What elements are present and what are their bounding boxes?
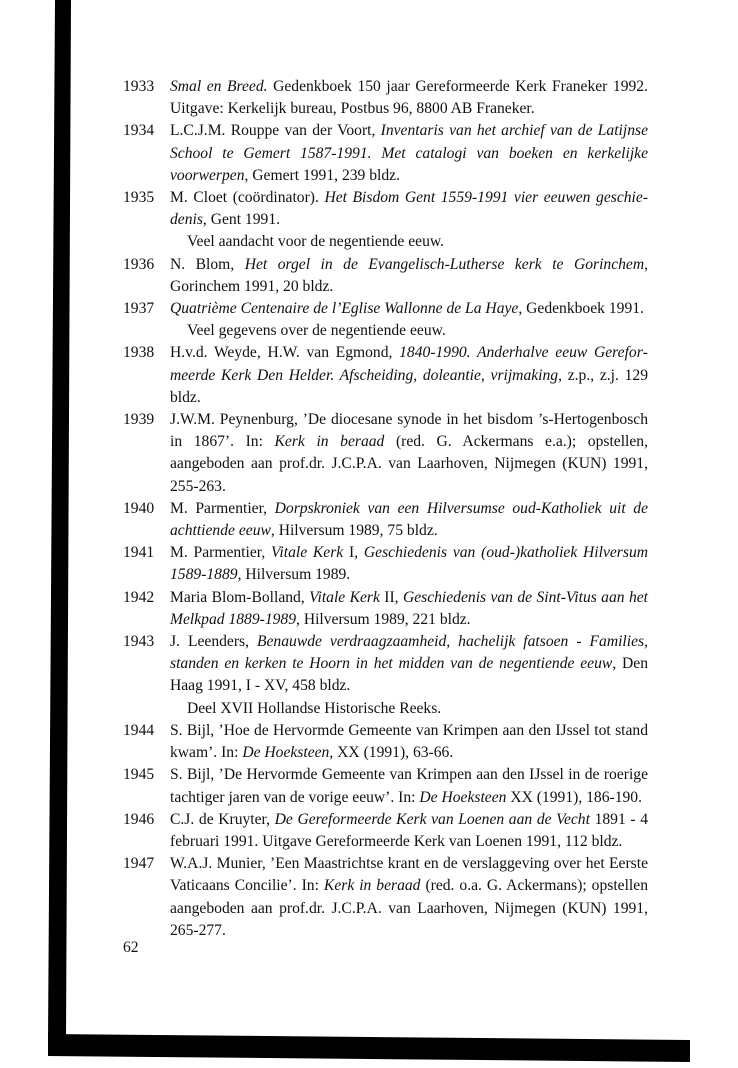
entry-citation <box>170 809 648 853</box>
bibliography-entry <box>0 254 738 298</box>
citation-text: S. Bijl, ’Hoe de Hervormde Gemeente van Krimpen aan den IJssel tot stand kwam’. In: <box>170 721 648 762</box>
entry-citation <box>170 542 648 586</box>
citation-text: M. Parmentier, <box>170 499 275 517</box>
entry-citation <box>170 298 648 320</box>
entry-note: Deel XVII Hollandse Historische Reeks. <box>187 699 442 717</box>
citation-text: , XX (1991), 63-66. <box>329 744 454 762</box>
entry-number: 1946 <box>123 810 155 828</box>
entry-citation <box>170 764 648 808</box>
citation-text: , Gorinchem 1991, 20 bldz. <box>170 255 649 295</box>
bibliography-entry <box>0 542 738 586</box>
bibliography-entry <box>0 587 738 631</box>
bibliography-entry <box>0 187 738 254</box>
entry-number: 1944 <box>123 721 155 739</box>
citation-title: Benauwde verdraagzaamheid, hachelijk fatsoen - Families, standen en kerken te Hoorn in het midden van de negentiende eeuw <box>170 633 648 673</box>
citation-title: Geschiedenis van de Sint-Vitus aan het Melkpad 1889-1989 <box>170 588 648 628</box>
entry-citation <box>170 587 648 631</box>
entry-number: 1940 <box>123 499 155 517</box>
page-number: 62 <box>123 939 139 956</box>
citation-text: , Gedenkboek 1991. <box>518 300 644 318</box>
entry-note: Veel gegevens over de negentiende eeuw. <box>187 322 446 340</box>
bottom-scan-edge <box>48 1034 690 1062</box>
citation-text: , Hilversum 1989, 75 bldz. <box>270 522 438 540</box>
citation-text: J. Leenders, <box>170 633 257 651</box>
entry-number: 1939 <box>123 411 155 429</box>
entry-number: 1947 <box>123 855 155 873</box>
bibliography-entry <box>0 498 738 542</box>
entry-citation <box>170 120 648 187</box>
citation-text: , Den Haag 1991, I - XV, 458 bldz. <box>170 655 648 695</box>
citation-text: L.C.J.M. Rouppe van der Voort, <box>170 122 381 140</box>
bibliography-entry <box>0 631 738 720</box>
citation-title: Inventaris van het archief van de Latijnse School te Gemert 1587-1991. Met catalogi van boeken en kerkelijke voorwerpen <box>170 122 648 184</box>
citation-text: H.v.d. Weyde, H.W. van Egmond, <box>170 344 400 362</box>
citation-text: M. Cloet (coördinator). <box>170 189 325 207</box>
bibliography-entry <box>0 120 738 187</box>
bibliography-entry <box>0 76 738 120</box>
citation-text: (red. o.a. G. Ackermans); opstellen aangeboden aan prof.dr. J.C.P.A. van Laarhoven, Nijmegen (KUN) 1991, 265-277. <box>170 877 648 939</box>
citation-text: C.J. de Kruyter, <box>170 810 275 828</box>
entry-number: 1937 <box>123 300 155 318</box>
entry-citation <box>170 76 648 120</box>
citation-title: De Hoeksteen <box>419 788 507 806</box>
citation-title: 1840-1990. Anderhalve eeuw Gereformeerde Kerk Den Helder. Afscheiding, doleantie, vrijmaking <box>170 344 648 384</box>
citation-text: S. Bijl, ’De Hervormde Gemeente van Krimpen aan den IJssel in de roerige tachtiger jaren van de vorige eeuw’. In: <box>170 766 648 806</box>
citation-text: (red. G. Ackermans e.a.); opstellen, aangeboden aan prof.dr. J.C.P.A. van Laarhoven, Nijmegen (KUN) 1991, 255-263. <box>170 433 648 495</box>
citation-text: II, <box>379 588 403 606</box>
entry-citation <box>170 187 648 231</box>
citation-text: I, <box>343 544 364 562</box>
citation-title: De Hoeksteen <box>242 744 330 762</box>
citation-title: Smal en Breed. <box>170 78 268 95</box>
entry-number: 1934 <box>123 122 155 140</box>
entry-number: 1938 <box>123 344 155 362</box>
entry-citation <box>170 853 648 942</box>
entry-citation <box>170 342 648 409</box>
entry-number: 1933 <box>123 78 155 95</box>
entry-citation <box>170 631 648 698</box>
citation-title: Quatrième Centenaire de l’Eglise Wallonne de La Haye <box>170 300 519 318</box>
entry-number: 1936 <box>123 255 155 273</box>
citation-text: , Hilversum 1989. <box>237 566 351 584</box>
citation-title: Vitale Kerk <box>271 544 344 562</box>
bibliography-entry <box>0 342 738 409</box>
entry-number: 1941 <box>123 544 155 562</box>
citation-text: Maria Blom-Bolland, <box>170 588 310 606</box>
citation-text: , Hilversum 1989, 221 bldz. <box>296 610 471 628</box>
citation-text: Gedenkboek 150 jaar Gereformeerde Kerk Franeker 1992. Uitgave: Kerkelijk bureau, Postbus 96, 8800 AB Franeker. <box>170 78 648 118</box>
entry-number: 1943 <box>123 633 155 651</box>
entry-citation <box>170 720 648 764</box>
citation-text: N. Blom, <box>170 255 245 273</box>
bibliography-entry <box>0 809 738 853</box>
citation-text: W.A.J. Munier, ’Een Maastrichtse krant en de verslaggeving over het Eerste Vaticaans Concilie’. In: <box>170 855 648 895</box>
entry-citation <box>170 409 648 498</box>
entry-number: 1935 <box>123 189 155 207</box>
citation-text: XX (1991), 186-190. <box>506 788 642 806</box>
bibliography-entry <box>0 720 738 764</box>
bibliography-list <box>0 76 738 942</box>
citation-title: Geschiedenis van (oud-)katholiek Hilversum 1589-1889 <box>170 544 648 584</box>
citation-title: Vitale Kerk <box>309 588 380 606</box>
bibliography-entry <box>0 409 738 498</box>
bibliography-entry <box>0 764 738 808</box>
citation-text: 1891 - 4 februari 1991. Uitgave Gereformeerde Kerk van Loenen 1991, 112 bldz. <box>170 810 648 850</box>
citation-title: Het Bisdom Gent 1559-1991 vier eeuwen geschiedenis <box>170 189 649 229</box>
citation-title: Dorpskroniek van een Hilversumse oud-Katholiek uit de achttiende eeuw <box>170 499 648 540</box>
entry-citation <box>170 498 648 542</box>
citation-title: Het orgel in de Evangelisch-Lutherse kerk te Gorinchem <box>244 255 645 273</box>
citation-text: , Gemert 1991, 239 bldz. <box>244 166 400 184</box>
entry-note: Veel aandacht voor de negentiende eeuw. <box>187 233 445 251</box>
bibliography-entry <box>0 853 738 942</box>
entry-number: 1945 <box>123 766 155 784</box>
citation-text: , z.p., z.j. 129 bldz. <box>170 366 648 406</box>
citation-title: Kerk in beraad <box>323 877 421 895</box>
citation-title: Kerk in beraad <box>274 433 385 451</box>
entry-citation <box>170 254 648 298</box>
entry-number: 1942 <box>123 588 155 606</box>
citation-title: De Gereformeerde Kerk van Loenen aan de Vecht <box>274 810 590 828</box>
bibliography-entry <box>0 298 738 342</box>
citation-text: M. Parmentier, <box>170 544 272 562</box>
citation-text: J.W.M. Peynenburg, ’De diocesane synode in het bisdom ’s-Hertogenbosch in 1867’. In: <box>170 411 648 451</box>
citation-text: , Gent 1991. <box>202 211 281 229</box>
